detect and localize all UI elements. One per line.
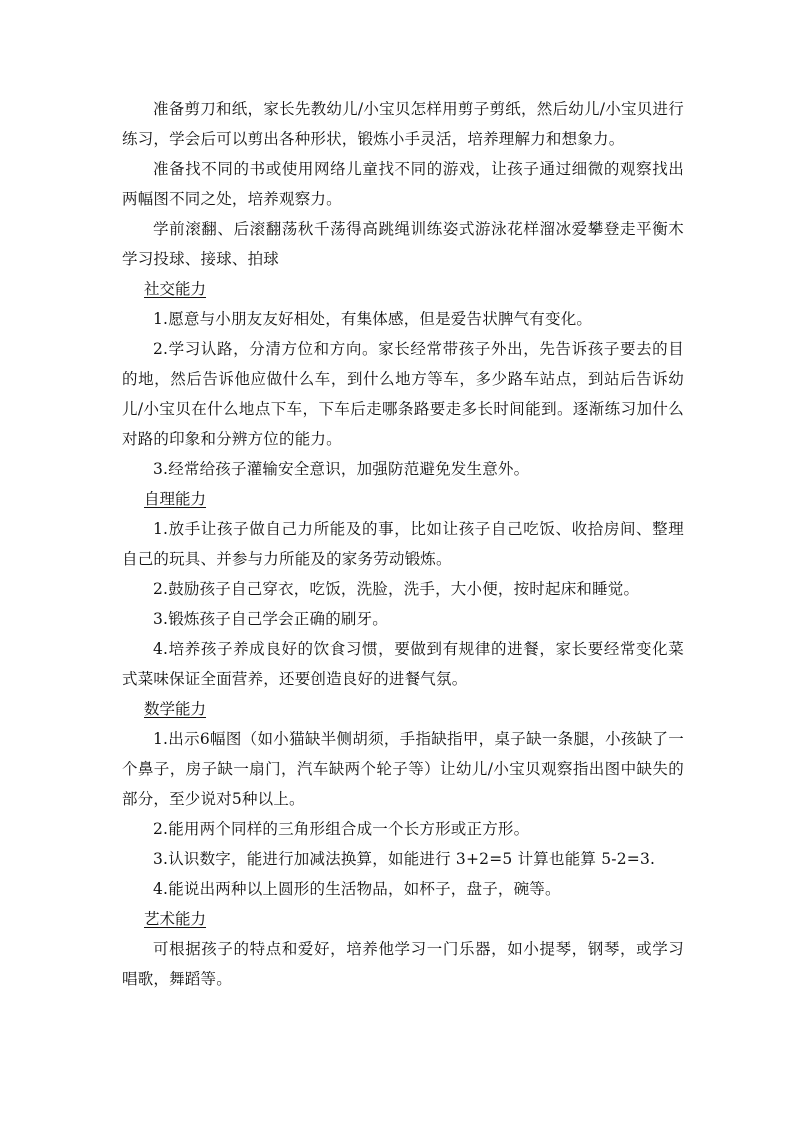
math-item: 3.认识数字，能进行加减法换算，如能进行 3+2=5 计算也能算 5-2=3. (153, 850, 656, 868)
social-item: 3.经常给孩子灌输安全意识，加强防范避免发生意外。 (153, 460, 530, 478)
math-item: 4.能说出两种以上圆形的生活物品，如杯子，盘子，碗等。 (153, 880, 561, 898)
intro-paragraph: 准备剪刀和纸，家长先教幼儿/小宝贝怎样用剪子剪纸，然后幼儿/小宝贝进行练习，学会后可以剪出各种形状，锻炼小手灵活，培养理解力和想象力。 (122, 100, 684, 148)
self-care-item: 1.放手让孩子做自己力所能及的事，比如让孩子自己吃饭、收拾房间、整理自己的玩具、并参与力所能及的家务劳动锻炼。 (122, 520, 684, 568)
self-care-item: 3.锻炼孩子自己学会正确的刷牙。 (153, 610, 388, 628)
math-item: 1.出示6幅图（如小猫缺半侧胡须，手指缺指甲，桌子缺一条腿，小孩缺了一个鼻子，房子缺一扇门，汽车缺两个轮子等）让幼儿/小宝贝观察指出图中缺失的部分，至少说对5种以上。 (122, 730, 684, 808)
section-heading-social: 社交能力 (144, 280, 207, 298)
self-care-item: 4.培养孩子养成良好的饮食习惯，要做到有规律的进餐，家长要经常变化菜式菜味保证全面营养，还要创造良好的进餐气氛。 (122, 640, 684, 688)
intro-paragraph: 准备找不同的书或使用网络儿童找不同的游戏，让孩子通过细微的观察找出两幅图不同之处，培养观察力。 (122, 160, 684, 208)
document-body (122, 94, 684, 994)
art-item: 可根据孩子的特点和爱好，培养他学习一门乐器，如小提琴，钢琴，或学习唱歌，舞蹈等。 (122, 940, 684, 988)
math-item: 2.能用两个同样的三角形组合成一个长方形或正方形。 (153, 820, 530, 838)
social-item: 2.学习认路，分清方位和方向。家长经常带孩子外出，先告诉孩子要去的目的地，然后告诉他应做什么车，到什么地方等车，多少路车站点，到站后告诉幼儿/小宝贝在什么地点下车，下车后走哪条路要走多长时间能到。逐渐练习加什么对路的印象和分辨方位的能力。 (122, 340, 684, 448)
section-heading-self-care: 自理能力 (144, 490, 207, 508)
section-heading-math: 数学能力 (144, 700, 207, 718)
section-heading-art: 艺术能力 (144, 910, 207, 928)
social-item: 1.愿意与小朋友友好相处，有集体感，但是爱告状脾气有变化。 (153, 310, 593, 328)
self-care-item: 2.鼓励孩子自己穿衣，吃饭，洗脸，洗手，大小便，按时起床和睡觉。 (153, 580, 640, 598)
intro-paragraph: 学前滚翻、后滚翻荡秋千荡得高跳绳训练姿式游泳花样溜冰爱攀登走平衡木学习投球、接球、拍球 (122, 220, 684, 268)
